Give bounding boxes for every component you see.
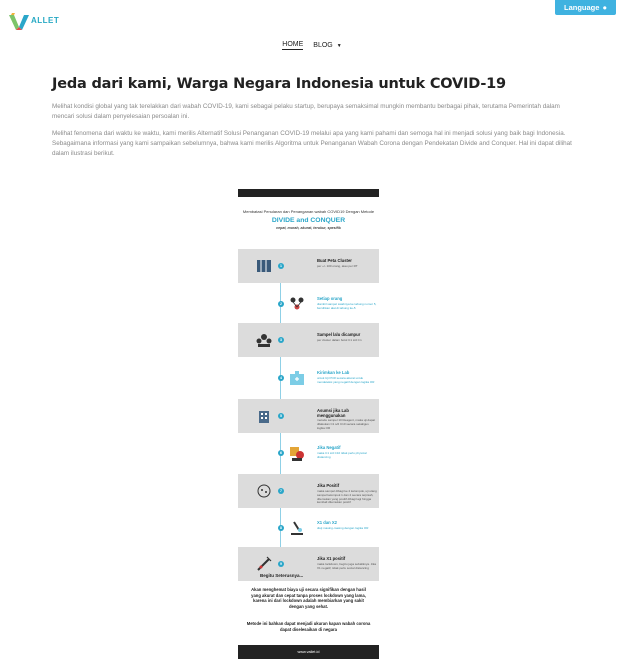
step-title: Buat Peta Cluster [317,258,352,263]
people-icon [288,295,306,313]
intro-paragraph: Melihat kondisi global yang tak terelakkan dari wabah COVID-19, kami sebagai pelaku startup, berupaya semaksimal mungkin membantu berbagai pihak, terutama Pemerintah dalam mencari solusi dalam penyelesaian persoalan ini. [52,103,560,120]
microscope-icon [288,519,306,537]
step-number: 3 [278,337,284,343]
nav-item-blog[interactable] [313,41,341,50]
step-title: Jika X1 positif [317,556,346,561]
step-4 [238,361,379,395]
infographic-title: DIVIDE and CONQUER [271,217,346,224]
step-number: 2 [278,301,284,307]
caret-down-icon: ▼ [336,42,342,49]
step-description: maka C1 s/d C10 tidak perlu physical distancing [317,451,367,459]
step-title: Kirimkan ke Lab [317,370,350,375]
step-number: 4 [278,375,284,381]
syringe-icon [255,555,273,573]
main-nav [0,41,624,50]
step-number: 5 [278,413,284,419]
step-number: 9 [278,561,284,567]
step-8 [238,511,379,545]
step-title: Sampel lalu dicampur [317,332,361,337]
infographic [238,189,379,659]
step-title: X1 dan X2 [317,520,338,525]
step-description: per cluster dalam botol C1 s/d Cn [317,338,362,342]
begitu-label: Begitu Seterusnya... [260,573,304,578]
step-description: per +/- 100 orang, atau per RT [317,264,358,268]
step-title: Jika Negatif [317,445,341,450]
nav-item-home[interactable] [282,41,303,50]
step-7 [238,474,379,508]
group-icon [255,331,273,349]
infographic-header [238,197,379,230]
summary-paragraph-2: Metode ini bahkan dapat menjadi ukuran kapan wabah corona dapat diselesaikan di negara [246,621,371,632]
infographic-footer: www.vallet.id [238,645,379,659]
lab-icon [255,407,273,425]
step-2 [238,287,379,321]
virus-icon [255,482,273,500]
nav-home-label: HOME [282,41,304,48]
step-description: maka sampel dibagi ke 2 kelompok, uji ulang sampel kelompok 1 dan 2 secara terpisah, ditemukan yang positif dibagi lagi hingga kembali ditemukan positif [317,489,377,505]
step-title: Setiap orang [317,296,343,301]
step-number: 8 [278,525,284,531]
step-description: untuk Uji PCR secara akurat untuk mendeteksi yang negatif dengan logika OR [317,376,375,384]
page-title: Jeda dari kami, Warga Negara Indonesia untuk COVID-19 [52,76,506,92]
negative-icon [288,444,306,462]
language-label: Language [564,3,600,12]
infographic-top-bar [238,189,379,197]
globe-icon: ● [602,3,607,12]
step-description: maka lockdown, begitu juga sebaliknya. Jika X1 negatif, tidak perlu social distancing [317,562,377,570]
step-description: diambil sampel swabnya ke tabung nomor 5, bersihkan alat di tabung ke-5 [317,302,377,310]
step-description: metode sampel 10 Reagent, maka uji dapat dilakukan C1 s/d C10 secara sekaligus logika OR [317,418,376,430]
step-title: Asumsi jika Lab menggunakan [317,408,349,418]
step-number: 6 [278,450,284,456]
step-1 [238,249,379,283]
logo-v-icon [9,13,29,31]
step-number: 1 [278,263,284,269]
infographic-subtitle: Membatasi Penularan dan Penanganan wabah COVID19 Dengan Metode [242,209,375,214]
summary-paragraph: Akan menghemat biaya uji secara signifikan dengan hasil yang akurat dan cepat tanpa proses lockdown yang lama, karena ini dari lockdown adalah membiarkan yang sakit dengan yang sehat. [251,587,366,609]
step-3 [238,323,379,357]
step-5 [238,399,379,433]
infographic-tagline: cepat, murah, akurat, terukur, spesifik [276,226,341,230]
nav-blog-label: BLOG [313,42,333,49]
body-paragraph: Melihat fenomena dari waktu ke waktu, kami merilis Alternatif Solusi Penanganan COVID-19 melalui apa yang kami pahami dan semoga hal ini menjadi solusi yang baik bagi Indonesia. Sebagaimana informasi yang kami sampaikan sebelumnya, bahwa kami merilis Algoritma untuk Penanganan Wabah Corona dengan Pendekatan Divide and Conquer. Hal ini dapat dilihat dalam ilustrasi berikut. [52,130,572,157]
map-icon [255,257,273,275]
step-number: 7 [278,488,284,494]
logo-text: ALLET [31,16,60,25]
step-description: diuji masing-masing dengan logika OR [317,526,369,530]
step-6 [238,436,379,470]
language-button[interactable] [555,0,616,15]
hospital-icon [288,369,306,387]
step-title: Jika Positif [317,483,340,488]
vallet-logo[interactable] [9,13,60,31]
